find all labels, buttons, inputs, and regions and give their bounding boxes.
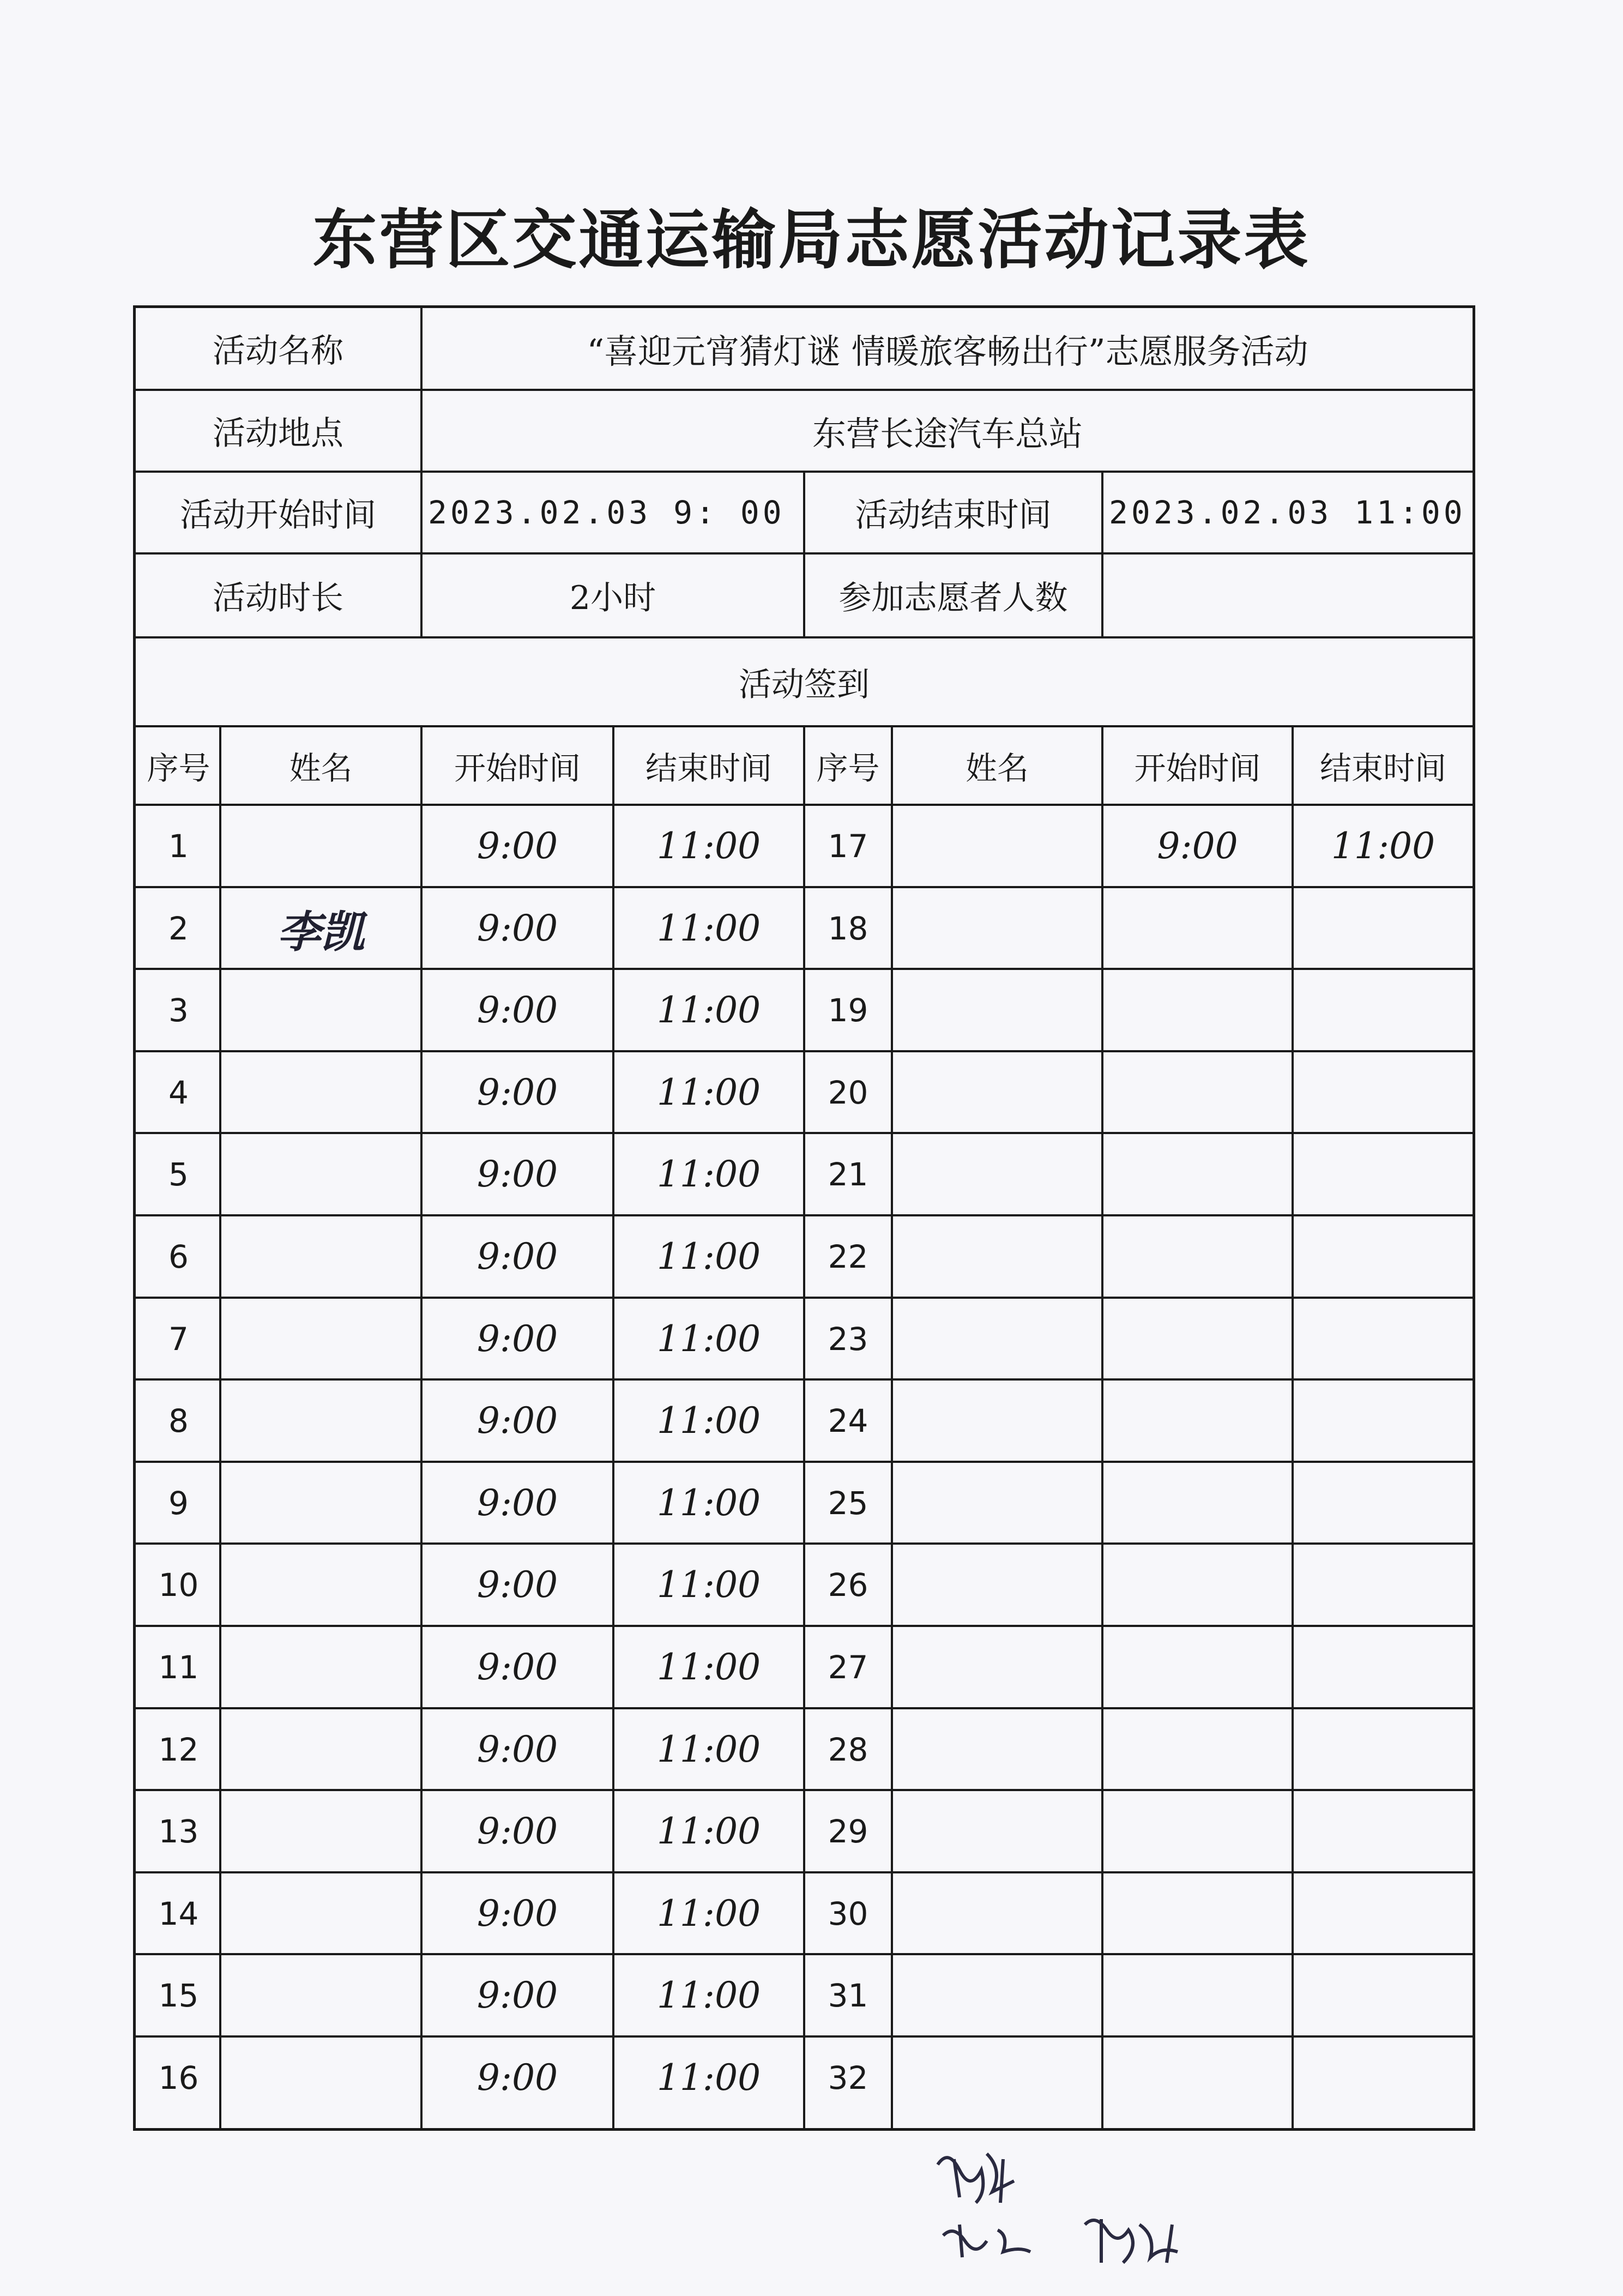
activity-name-label: 活动名称 [213, 332, 343, 370]
start-time-entry [1103, 888, 1292, 968]
start-time-entry [1103, 1791, 1292, 1871]
footer-signature-scribble [921, 2143, 1248, 2285]
signature-name [221, 1545, 420, 1625]
header-start: 开始时间 [454, 750, 581, 787]
row-number: 29 [828, 1812, 868, 1850]
row-number: 5 [168, 1155, 189, 1193]
end-time-entry: 11:00 [656, 1646, 761, 1688]
signature-name [893, 1299, 1101, 1379]
end-time-entry [1294, 1381, 1473, 1461]
start-time-entry: 9:00 [476, 1646, 558, 1688]
start-time-entry: 9:00 [476, 1564, 558, 1606]
row-number: 28 [828, 1731, 868, 1768]
end-time-entry [1294, 970, 1473, 1050]
signature-name [893, 2038, 1101, 2118]
signature-name [221, 970, 420, 1050]
start-time-entry [1103, 1299, 1292, 1379]
signature-name [221, 1463, 420, 1543]
signature-name [221, 1955, 420, 2035]
end-time-entry: 11:00 [656, 1482, 761, 1524]
start-time-value: 2023.02.03 9: 00 [428, 494, 785, 531]
row-number: 26 [828, 1566, 868, 1604]
activity-name-value: “喜迎元宵猜灯谜 情暖旅客畅出行”志愿服务活动 [587, 331, 1308, 371]
header-end: 结束时间 [1319, 750, 1446, 787]
row-number: 31 [828, 1976, 868, 2014]
header-end: 结束时间 [645, 750, 772, 787]
start-time-entry [1103, 1955, 1292, 2035]
end-time-entry: 11:00 [656, 1974, 761, 2016]
activity-place-label: 活动地点 [213, 414, 343, 453]
end-time-entry [1294, 1216, 1473, 1297]
row-number: 22 [828, 1238, 868, 1275]
end-time-entry [1294, 1627, 1473, 1707]
row-number: 9 [168, 1484, 189, 1522]
row-number: 17 [828, 827, 868, 865]
header-name: 姓名 [289, 750, 353, 787]
row-number: 19 [828, 991, 868, 1029]
start-time-entry: 9:00 [476, 1974, 558, 2016]
end-time-entry: 11:00 [1331, 825, 1435, 867]
start-time-entry [1103, 1627, 1292, 1707]
signature-name [893, 1134, 1101, 1214]
end-time-entry [1294, 2038, 1473, 2118]
start-time-label: 活动开始时间 [180, 496, 376, 534]
row-number: 32 [828, 2059, 868, 2096]
end-time-entry: 11:00 [656, 1893, 761, 1935]
signature-name [893, 1463, 1101, 1543]
start-time-entry: 9:00 [476, 907, 558, 949]
start-time-entry: 9:00 [476, 1318, 558, 1360]
end-time-entry: 11:00 [656, 907, 761, 949]
end-time-entry: 11:00 [656, 1400, 761, 1442]
signature-name [221, 1216, 420, 1297]
end-time-label: 活动结束时间 [855, 496, 1052, 534]
signature-name [893, 888, 1101, 968]
signature-name [221, 1299, 420, 1379]
start-time-entry [1103, 1463, 1292, 1543]
row-number: 14 [158, 1895, 199, 1932]
signature-name [893, 1052, 1101, 1132]
volunteer-count-value [1103, 555, 1473, 636]
row-number: 16 [158, 2059, 199, 2096]
signature-name [893, 1216, 1101, 1297]
signature-name [221, 1709, 420, 1789]
start-time-entry: 9:00 [476, 825, 558, 867]
row-number: 12 [158, 1731, 199, 1768]
signin-heading: 活动签到 [739, 665, 870, 704]
signature-name [893, 806, 1101, 886]
volunteer-record-form [133, 305, 1475, 2131]
row-number: 2 [168, 909, 189, 947]
start-time-entry: 9:00 [476, 1153, 558, 1195]
row-number: 24 [828, 1402, 868, 1439]
start-time-entry: 9:00 [476, 2057, 558, 2099]
signature-name [221, 1791, 420, 1871]
row-number: 25 [828, 1484, 868, 1522]
end-time-entry [1294, 888, 1473, 968]
row-number: 30 [828, 1895, 868, 1932]
header-seq: 序号 [816, 750, 880, 787]
end-time-entry [1294, 1545, 1473, 1625]
start-time-entry: 9:00 [476, 1728, 558, 1770]
signature-name [893, 1873, 1101, 1954]
row-number: 7 [168, 1320, 189, 1358]
start-time-entry [1103, 1052, 1292, 1132]
row-number: 10 [158, 1566, 199, 1604]
row-number: 18 [828, 909, 868, 947]
signature-name [221, 2038, 420, 2118]
signature-name [893, 1545, 1101, 1625]
signature-name [221, 1052, 420, 1132]
row-number: 4 [168, 1074, 189, 1111]
row-number: 21 [828, 1155, 868, 1193]
start-time-entry: 9:00 [476, 1893, 558, 1935]
start-time-entry [1103, 1134, 1292, 1214]
activity-place-value: 东营长途汽车总站 [812, 413, 1083, 454]
end-time-entry [1294, 1052, 1473, 1132]
row-number: 23 [828, 1320, 868, 1358]
end-time-entry [1294, 1299, 1473, 1379]
signature-name [221, 1873, 420, 1954]
row-number: 6 [168, 1238, 189, 1275]
end-time-value: 2023.02.03 11:00 [1109, 494, 1466, 531]
end-time-entry: 11:00 [656, 1236, 761, 1277]
signature-name [221, 1627, 420, 1707]
end-time-entry [1294, 1709, 1473, 1789]
end-time-entry: 11:00 [656, 1153, 761, 1195]
end-time-entry [1294, 1134, 1473, 1214]
header-name: 姓名 [965, 750, 1029, 787]
start-time-entry: 9:00 [476, 1236, 558, 1277]
end-time-entry: 11:00 [656, 825, 761, 867]
start-time-entry: 9:00 [476, 1400, 558, 1442]
start-time-entry [1103, 2038, 1292, 2118]
start-time-entry [1103, 970, 1292, 1050]
duration-value: 2小时 [569, 579, 656, 617]
row-number: 20 [828, 1074, 868, 1111]
end-time-entry: 11:00 [656, 1728, 761, 1770]
end-time-entry [1294, 1791, 1473, 1871]
start-time-entry [1103, 1873, 1292, 1954]
row-number: 27 [828, 1648, 868, 1686]
header-start: 开始时间 [1134, 750, 1261, 787]
duration-label: 活动时长 [213, 579, 343, 617]
row-number: 1 [168, 827, 189, 865]
signature-name [221, 1134, 420, 1214]
start-time-entry [1103, 1381, 1292, 1461]
signature-name [893, 1955, 1101, 2035]
row-number: 15 [158, 1976, 199, 2014]
row-number: 3 [168, 991, 189, 1029]
signature-name [893, 1791, 1101, 1871]
start-time-entry [1103, 1545, 1292, 1625]
end-time-entry: 11:00 [656, 1318, 761, 1360]
end-time-entry [1294, 1873, 1473, 1954]
row-number: 11 [158, 1648, 199, 1686]
volunteer-count-label: 参加志愿者人数 [838, 579, 1068, 617]
signature-name [221, 1381, 420, 1461]
start-time-entry: 9:00 [476, 1810, 558, 1852]
row-number: 13 [158, 1812, 199, 1850]
end-time-entry: 11:00 [656, 2057, 761, 2099]
signature-name [893, 1709, 1101, 1789]
end-time-entry [1294, 1955, 1473, 2035]
end-time-entry: 11:00 [656, 1071, 761, 1113]
end-time-entry: 11:00 [656, 1810, 761, 1852]
signature-name [893, 970, 1101, 1050]
row-number: 8 [168, 1402, 189, 1439]
header-seq: 序号 [147, 750, 210, 787]
start-time-entry: 9:00 [476, 1071, 558, 1113]
start-time-entry: 9:00 [476, 989, 558, 1031]
signature-name [221, 806, 420, 886]
start-time-entry [1103, 1709, 1292, 1789]
end-time-entry: 11:00 [656, 1564, 761, 1606]
signature-name [893, 1381, 1101, 1461]
start-time-entry [1103, 1216, 1292, 1297]
end-time-entry: 11:00 [656, 989, 761, 1031]
signature-name [893, 1627, 1101, 1707]
start-time-entry: 9:00 [476, 1482, 558, 1524]
end-time-entry [1294, 1463, 1473, 1543]
form-title: 东营区交通运输局志愿活动记录表 [312, 202, 1311, 278]
start-time-entry: 9:00 [1157, 825, 1238, 867]
signature-name: 李凯 [277, 906, 365, 957]
